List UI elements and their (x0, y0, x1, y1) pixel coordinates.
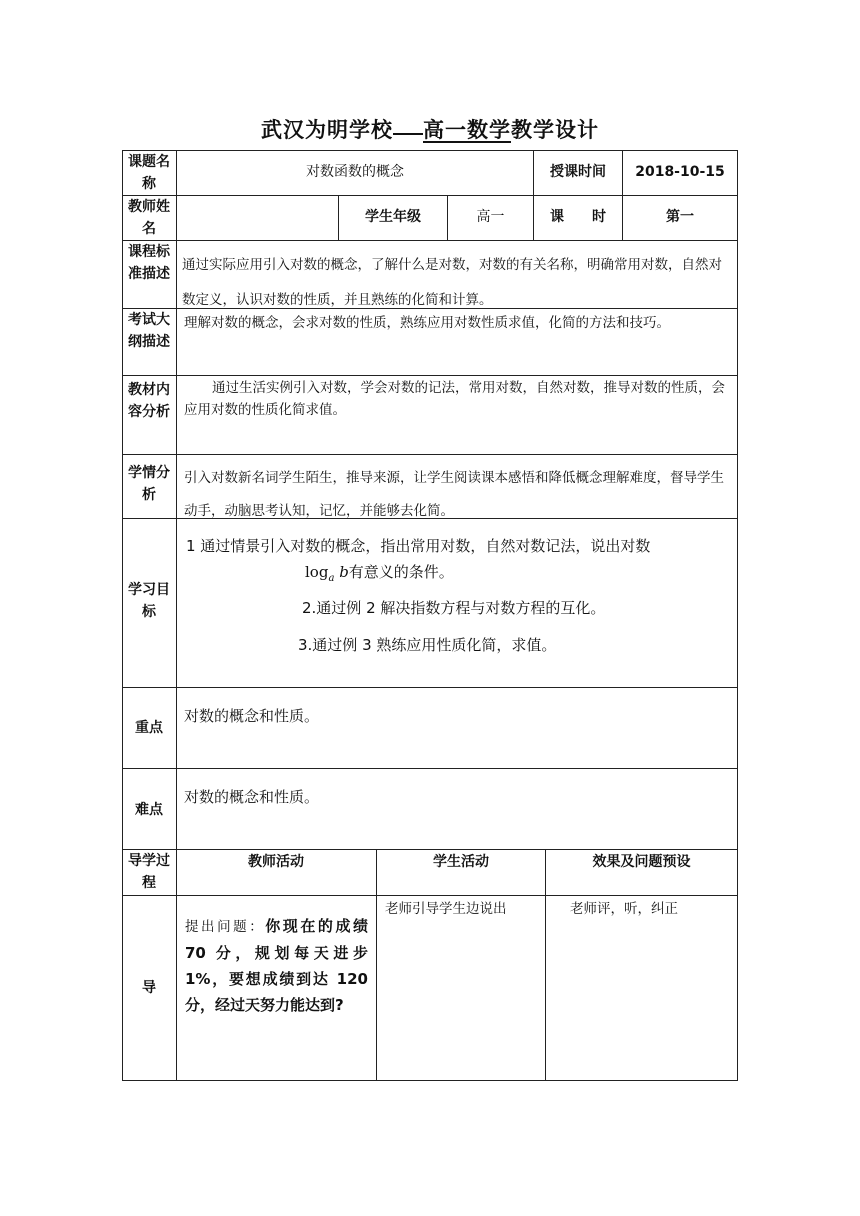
label-curriculum-standard: 课程标准描述 (128, 244, 170, 282)
goal-1: 1 通过情景引入对数的概念，指出常用对数，自然对数记法，说出对数 (186, 537, 651, 555)
col-student-activity: 学生活动 (433, 854, 489, 870)
key-point-text: 对数的概念和性质。 (184, 707, 320, 725)
label-teacher: 教师姓名 (128, 199, 170, 237)
student-activity-text: 老师引导学生边说出 (385, 901, 507, 917)
topic-value: 对数函数的概念 (306, 164, 404, 180)
exam-outline-text: 理解对数的概念，会求对数的性质，熟练应用对数性质求值，化简的方法和技巧。 (184, 315, 670, 331)
subject-name: 高一数学 (423, 118, 511, 142)
textbook-analysis-text: 通过生活实例引入对数，学会对数的记法，常用对数，自然对数，推导对数的性质，会应用对数的性质化简求值。 (184, 380, 725, 418)
difficulty-text: 对数的概念和性质。 (184, 788, 320, 806)
label-topic: 课题名称 (128, 154, 170, 192)
label-textbook-analysis: 教材内容分析 (128, 382, 170, 420)
label-exam-outline: 考试大纲描述 (128, 312, 170, 350)
col-effect-preview: 效果及问题预设 (592, 854, 691, 870)
goal-1-continued: $\log_a b$有意义的条件。 (305, 563, 454, 584)
label-period: 课 时 (550, 209, 606, 225)
label-learner-analysis: 学情分析 (128, 465, 170, 503)
goal-2: 2.通过例 2 解决指数方程与对数方程的互化。 (302, 599, 606, 617)
title-suffix: 教学设计 (511, 118, 599, 142)
school-name: 武汉为明学校 (261, 118, 393, 142)
label-introduction: 导 (142, 980, 156, 996)
effect-preview-text: 老师评，听，纠正 (570, 901, 678, 917)
class-time-value: 2018-10-15 (635, 164, 725, 180)
label-learning-goals: 学习目标 (128, 582, 170, 620)
label-grade: 学生年级 (365, 209, 421, 225)
label-difficulty: 难点 (135, 802, 163, 818)
label-key-point: 重点 (135, 720, 163, 736)
label-class-time: 授课时间 (550, 164, 606, 180)
learner-analysis-text: 引入对数新名词学生陌生，推导来源，让学生阅读课本感悟和降低概念理解难度，督导学生动手，动脑思考认知，记忆，并能够去化简。 (184, 470, 724, 519)
col-teacher-activity: 教师活动 (248, 854, 304, 870)
period-value: 第一 (666, 209, 694, 225)
teacher-activity-text: 提出问题：你现在的成绩 70 分，规划每天进步 1%，要想成绩到达 120 分，经过天努力能达到? (185, 917, 368, 1014)
curriculum-standard-text: 通过实际应用引入对数的概念，了解什么是对数，对数的有关名称，明确常用对数，自然对数定义，认识对数的性质，并且熟练的化简和计算。 (182, 257, 722, 308)
label-guided-process: 导学过程 (128, 853, 170, 891)
goal-3: 3.通过例 3 熟练应用性质化简，求值。 (298, 636, 557, 654)
grade-value: 高一 (476, 209, 505, 225)
